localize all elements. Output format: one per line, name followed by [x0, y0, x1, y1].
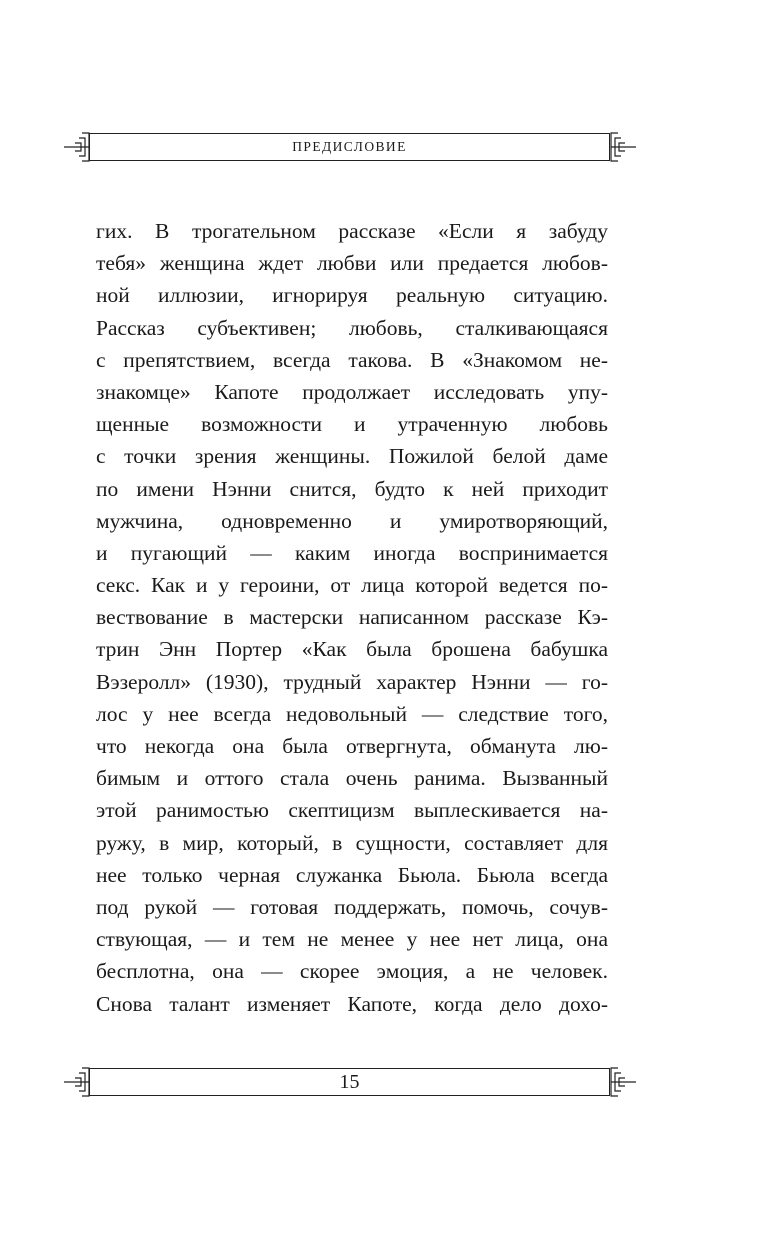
text-line: трин Энн Портер «Как была брошена бабушка [96, 637, 608, 662]
running-footer [89, 1068, 610, 1096]
text-line: мужчина, одновременно и умиротворяющий, [96, 508, 608, 533]
running-title: ПРЕДИСЛОВИЕ [292, 139, 407, 154]
text-line: под рукой — готовая поддержать, помочь, сочув- [96, 894, 608, 919]
page-number: 15 [339, 1070, 360, 1093]
text-line: ной иллюзии, игнорируя реальную ситуацию. [96, 283, 608, 308]
text-line: и пугающий — каким иногда воспринимается [96, 540, 608, 565]
text-line: этой ранимостью скептицизм выплескивается на- [96, 798, 608, 823]
text-line: бимым и оттого стала очень ранима. Вызванный [96, 766, 608, 791]
text-line: тебя» женщина ждет любви или предается любов- [96, 251, 608, 276]
text-line: что некогда она была отвергнута, обманута лю- [96, 734, 608, 758]
text-line: лос у нее всегда недовольный — следствие того, [96, 701, 608, 726]
ornament-left-icon [62, 1064, 102, 1100]
text-line: бесплотна, она — скорее эмоция, а не человек. [96, 959, 608, 984]
text-line: секс. Как и у героини, от лица которой ведется по- [96, 573, 608, 598]
text-line: знакомце» Капоте продолжает исследовать упу- [96, 379, 608, 404]
text-line: Вэзеролл» (1930), трудный характер Нэнни — го- [96, 669, 608, 694]
text-line: с точки зрения женщины. Пожилой белой даме [96, 444, 608, 469]
text-line: ствующая, — и тем не менее у нее нет лица, она [96, 927, 608, 952]
ornament-right-icon [598, 129, 638, 165]
text-line: по имени Нэнни снится, будто к ней приходит [96, 476, 608, 501]
text-line: щенные возможности и утраченную любовь [96, 412, 608, 437]
text-line: Рассказ субъективен; любовь, сталкивающаяся [96, 315, 608, 340]
body-text [96, 215, 608, 1020]
text-line: ружу, в мир, который, в сущности, составляет для [96, 830, 608, 855]
text-line: Снова талант изменяет Капоте, когда дело дохо- [96, 991, 608, 1016]
text-line: вествование в мастерски написанном рассказе Кэ- [96, 605, 608, 630]
text-line: нее только черная служанка Бьюла. Бьюла всегда [96, 862, 608, 887]
text-line: гих. В трогательном рассказе «Если я забуду [96, 219, 608, 243]
running-header [89, 133, 610, 161]
ornament-left-icon [62, 129, 102, 165]
text-line: с препятствием, всегда такова. В «Знакомом не- [96, 347, 608, 372]
ornament-right-icon [598, 1064, 638, 1100]
